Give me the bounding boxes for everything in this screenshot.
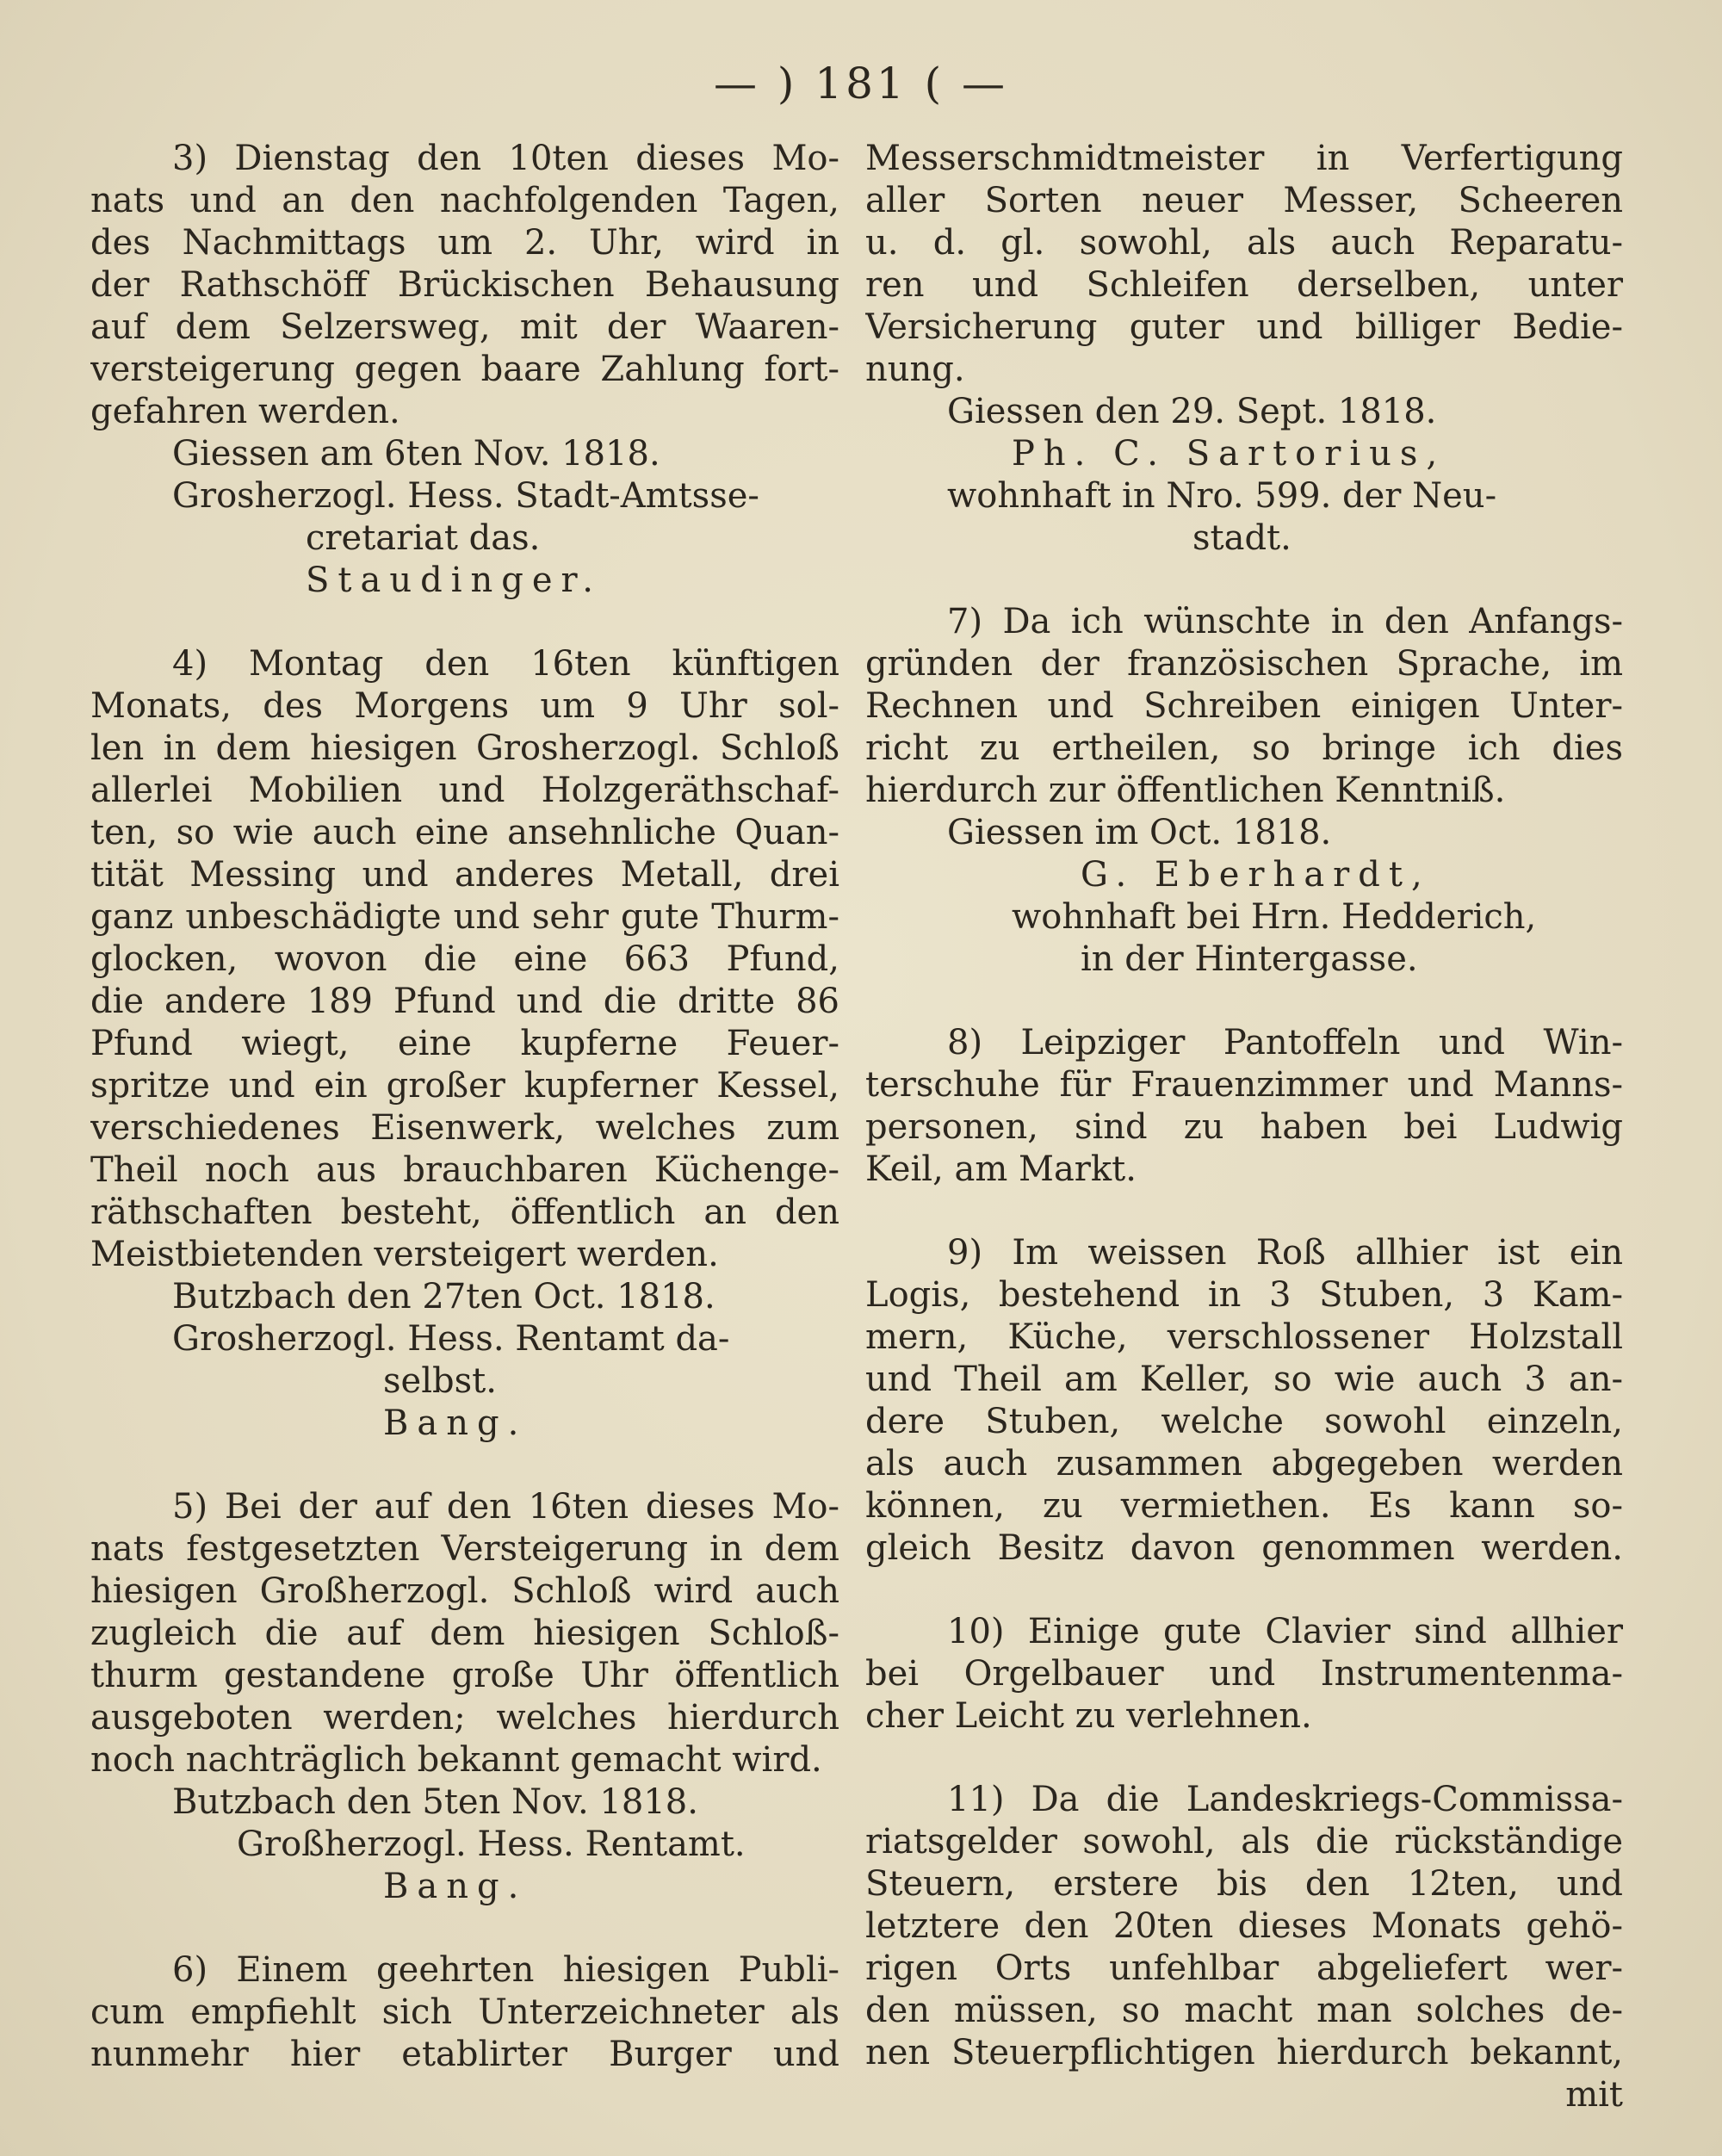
signature-name: Staudinger. (306, 561, 602, 600)
left-column (90, 138, 839, 2076)
notice-9 (865, 1232, 1623, 1570)
text-line: glocken, wovon die eine 663 Pfund, (90, 939, 839, 979)
text-line: mern, Küche, verschlossener Holzstall (865, 1317, 1623, 1357)
text-line: Meistbietenden versteigert werden. (90, 1235, 719, 1274)
signature-name: Ph. C. Sartorius, (1012, 434, 1446, 474)
text-line: gleich Besitz davon genommen werden. (865, 1528, 1623, 1568)
text-line: Theil noch aus brauchbaren Küchenge- (90, 1150, 839, 1190)
text-line: tität Messing und anderes Metall, drei (90, 855, 839, 895)
text-line: nats und an den nachfolgenden Tagen, (90, 181, 839, 220)
text-line: thurm gestandene große Uhr öffentlich (90, 1656, 839, 1695)
text-line: die andere 189 Pfund und die dritte 86 (90, 982, 839, 1021)
text-line: letztere den 20ten dieses Monats gehö- (865, 1906, 1623, 1946)
text-line: len in dem hiesigen Grosherzogl. Schloß (90, 728, 839, 768)
notice-11 (865, 1779, 1623, 2116)
signature-address: wohnhaft in Nro. 599. der Neu- (947, 476, 1497, 516)
text-line: Pfund wiegt, eine kupferne Feuer- (90, 1024, 839, 1063)
text-line: 7) Da ich wünschte in den Anfangs- (947, 602, 1623, 641)
page-number-header: — ) 181 ( — (713, 59, 1009, 108)
signature-address: in der Hintergasse. (1081, 939, 1418, 979)
text-line: dere Stuben, welche sowohl einzeln, (865, 1402, 1623, 1441)
text-line: können, zu vermiethen. Es kann so- (865, 1486, 1623, 1526)
signature-address: stadt. (1192, 518, 1292, 558)
text-line: nen Steuerpflichtigen hierdurch bekannt, (865, 2033, 1623, 2072)
text-line: personen, sind zu haben bei Ludwig (865, 1107, 1623, 1147)
text-line: Keil, am Markt. (865, 1149, 1137, 1189)
text-line: 6) Einem geehrten hiesigen Publi- (172, 1950, 839, 1990)
signature-office: Großherzogl. Hess. Rentamt. (237, 1825, 746, 1864)
notice-4 (90, 643, 839, 1445)
text-line: 10) Einige gute Clavier sind allhier (947, 1612, 1623, 1651)
date-line: Giessen den 29. Sept. 1818. (947, 392, 1437, 431)
text-line: u. d. gl. sowohl, als auch Reparatu- (865, 223, 1623, 263)
notice-6 (90, 1949, 839, 2076)
signature-office: Grosherzogl. Hess. Stadt-Amtsse- (172, 476, 759, 516)
notice-6-continued (865, 138, 1623, 560)
text-line: Messerschmidtmeister in Verfertigung (865, 139, 1623, 178)
text-line: Rechnen und Schreiben einigen Unter- (865, 686, 1623, 726)
text-line: richt zu ertheilen, so bringe ich dies (865, 728, 1623, 768)
text-line: 5) Bei der auf den 16ten dieses Mo- (172, 1487, 839, 1527)
text-line: spritze und ein großer kupferner Kessel, (90, 1066, 839, 1106)
signature-name: G. Eberhardt, (1081, 855, 1431, 895)
notice-10 (865, 1611, 1623, 1738)
signature-address: wohnhaft bei Hrn. Hedderich, (1012, 897, 1537, 937)
text-line: ten, so wie auch eine ansehnliche Quan- (90, 813, 839, 852)
text-line: als auch zusammen abgegeben werden (865, 1444, 1623, 1484)
signature-name: Bang. (383, 1867, 528, 1906)
signature-name: Bang. (383, 1403, 528, 1443)
text-line: Monats, des Morgens um 9 Uhr sol- (90, 686, 839, 726)
text-line: räthschaften besteht, öffentlich an den (90, 1193, 839, 1232)
date-line: Giessen am 6ten Nov. 1818. (172, 434, 660, 474)
text-line: nats festgesetzten Versteigerung in dem (90, 1529, 839, 1569)
text-line: hiesigen Großherzogl. Schloß wird auch (90, 1571, 839, 1611)
catchword: mit (1565, 2075, 1623, 2115)
text-line: auf dem Selzersweg, mit der Waaren- (90, 307, 839, 347)
text-line: gefahren werden. (90, 392, 400, 431)
date-line: Giessen im Oct. 1818. (947, 813, 1332, 852)
text-line: nunmehr hier etablirter Burger und (90, 2035, 839, 2074)
text-line: Logis, bestehend in 3 Stuben, 3 Kam- (865, 1275, 1623, 1315)
text-line: den müssen, so macht man solches de- (865, 1991, 1623, 2030)
signature-office: selbst. (383, 1361, 497, 1401)
text-line: allerlei Mobilien und Holzgeräthschaf- (90, 771, 839, 810)
text-line: hierdurch zur öffentlichen Kenntniß. (865, 771, 1506, 810)
text-line: aller Sorten neuer Messer, Scheeren (865, 181, 1623, 220)
text-line: 9) Im weissen Roß allhier ist ein (947, 1233, 1623, 1273)
text-line: des Nachmittags um 2. Uhr, wird in (90, 223, 839, 263)
signature-office: Grosherzogl. Hess. Rentamt da- (172, 1319, 730, 1359)
text-line: verschiedenes Eisenwerk, welches zum (90, 1108, 839, 1148)
text-line: Versicherung guter und billiger Bedie- (865, 307, 1623, 347)
notice-5 (90, 1486, 839, 1908)
text-line: bei Orgelbauer und Instrumentenma- (865, 1654, 1623, 1694)
text-line: cher Leicht zu verlehnen. (865, 1696, 1312, 1736)
text-line: 8) Leipziger Pantoffeln und Win- (947, 1023, 1623, 1063)
date-line: Butzbach den 27ten Oct. 1818. (172, 1277, 715, 1317)
text-line: der Rathschöff Brückischen Behausung (90, 265, 839, 305)
text-line: rigen Orts unfehlbar abgeliefert wer- (865, 1948, 1623, 1988)
notice-3 (90, 138, 839, 602)
text-line: gründen der französischen Sprache, im (865, 644, 1623, 684)
text-line: ausgeboten werden; welches hierdurch (90, 1698, 839, 1738)
text-line: riatsgelder sowohl, als die rückständige (865, 1822, 1623, 1862)
notice-8 (865, 1022, 1623, 1191)
right-column (865, 138, 1623, 2116)
text-line: 3) Dienstag den 10ten dieses Mo- (172, 139, 839, 178)
text-line: ren und Schleifen derselben, unter (865, 265, 1623, 305)
text-line: 11) Da die Landeskriegs-Commissa- (947, 1780, 1623, 1819)
notice-7 (865, 601, 1623, 981)
text-line: noch nachträglich bekannt gemacht wird. (90, 1740, 822, 1780)
text-line: und Theil am Keller, so wie auch 3 an- (865, 1360, 1623, 1399)
signature-office: cretariat das. (306, 518, 541, 558)
text-line: ganz unbeschädigte und sehr gute Thurm- (90, 897, 839, 937)
text-line: terschuhe für Frauenzimmer und Manns- (865, 1065, 1623, 1105)
text-line: nung. (865, 350, 965, 389)
text-line: cum empfiehlt sich Unterzeichneter als (90, 1992, 839, 2032)
text-line: Steuern, erstere bis den 12ten, und (865, 1864, 1623, 1904)
date-line: Butzbach den 5ten Nov. 1818. (172, 1782, 698, 1822)
text-line: zugleich die auf dem hiesigen Schloß- (90, 1614, 839, 1653)
text-line: versteigerung gegen baare Zahlung fort- (90, 350, 839, 389)
text-line: 4) Montag den 16ten künftigen (172, 644, 839, 684)
